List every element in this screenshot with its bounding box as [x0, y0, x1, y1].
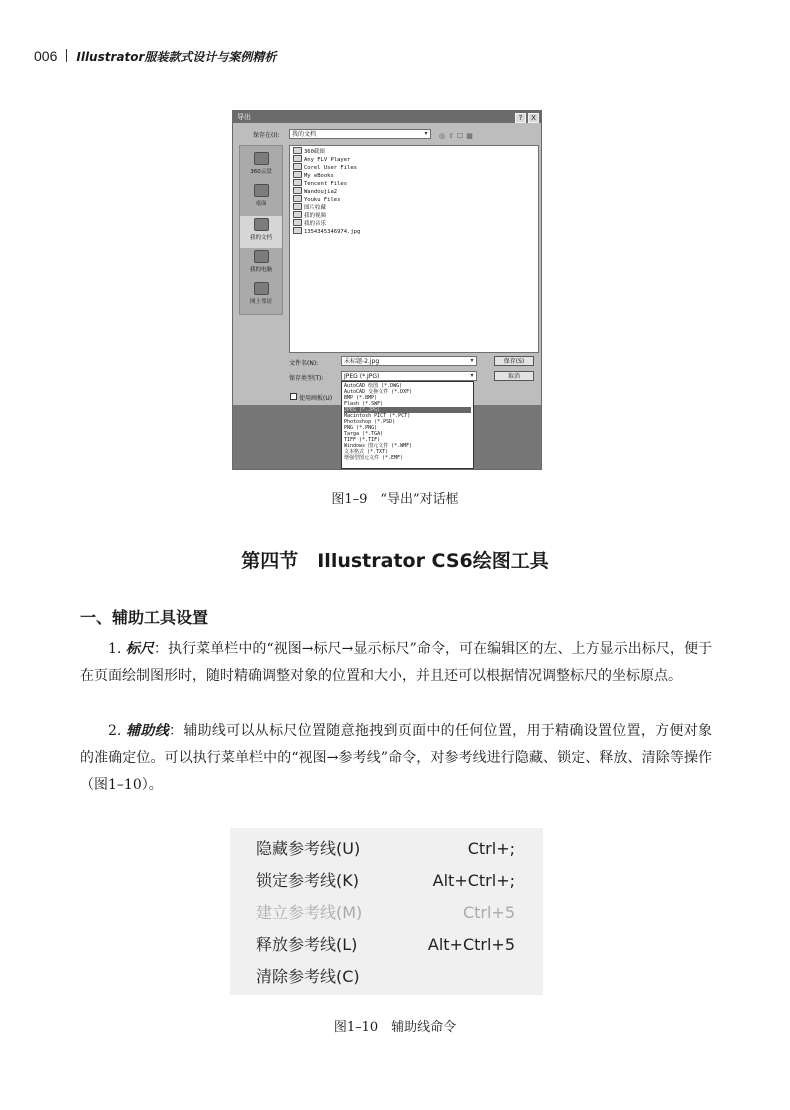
export-dialog: [232, 110, 542, 470]
chevron-down-icon: ▾: [424, 130, 428, 137]
format-option[interactable]: AutoCAD 交换文件 (*.DXF): [344, 389, 413, 395]
shortcut: Alt+Ctrl+;: [432, 871, 515, 890]
figure-caption-1-9: 图1–9 “导出”对话框: [331, 492, 459, 507]
page-number: 006: [34, 48, 58, 64]
format-option-selected[interactable]: JPEG (*.JPG): [344, 407, 471, 413]
save-in-label: 保存在(I):: [253, 132, 280, 139]
folder-icon: [293, 171, 302, 178]
file-item[interactable]: My eBooks: [293, 171, 334, 180]
save-button[interactable]: 保存(S): [494, 356, 534, 366]
filetype-select[interactable]: [341, 371, 477, 381]
file-item[interactable]: Youku Files: [293, 195, 340, 204]
dialog-title: 导出: [237, 113, 251, 121]
file-item[interactable]: 1354345346974.jpg: [293, 227, 360, 236]
filetype-value: JPEG (*.JPG): [344, 373, 380, 380]
folder-icon: [293, 163, 302, 170]
menu-item-release-guides[interactable]: 释放参考线(L) Alt+Ctrl+5: [256, 932, 521, 958]
menu-item-make-guides: 建立参考线(M) Ctrl+5: [256, 900, 521, 926]
format-option[interactable]: PNG (*.PNG): [344, 425, 378, 431]
format-dropdown-list: [341, 381, 474, 469]
folder-icon: [293, 147, 302, 154]
guides-menu: [230, 828, 543, 995]
close-button[interactable]: X: [528, 113, 539, 123]
paragraph-guides: [80, 718, 712, 799]
image-file-icon: [293, 227, 302, 234]
chevron-down-icon: ▾: [470, 372, 474, 379]
desktop-icon: [254, 184, 269, 197]
format-option[interactable]: 增强型图元文件 (*.EMF): [344, 455, 404, 461]
place-network[interactable]: 网上邻居: [240, 282, 282, 305]
cancel-button[interactable]: 取消: [494, 371, 534, 381]
cloud-drive-icon: [254, 152, 269, 165]
help-button[interactable]: ?: [515, 113, 526, 123]
paragraph-text: ：执行菜单栏中的“视图→标尺→显示标尺”命令，可在编辑区的左、上方显示出标尺，便于在页面绘制图形时，随时精确调整对象的位置和大小，并且还可以根据情况调整标尺的坐标原点。: [80, 641, 713, 684]
file-item[interactable]: Tencent Files: [293, 179, 347, 188]
item-number: 2.: [108, 723, 127, 739]
format-option[interactable]: Macintosh PICT (*.PCT): [344, 413, 411, 419]
folder-icon: [293, 187, 302, 194]
format-option[interactable]: 文本格式 (*.TXT): [344, 449, 389, 455]
header-divider: [66, 49, 67, 62]
format-option[interactable]: Targa (*.TGA): [344, 431, 384, 437]
dialog-title-bar: [233, 111, 541, 123]
running-header: [34, 48, 276, 65]
format-option[interactable]: BMP (*.BMP): [344, 395, 378, 401]
term-guides: 辅助线: [126, 723, 170, 739]
file-item[interactable]: Wandoujia2: [293, 187, 337, 196]
folder-icon: [293, 195, 302, 202]
format-option[interactable]: AutoCAD 绘图 (*.DWG): [344, 383, 403, 389]
place-desktop[interactable]: 桌面: [240, 184, 282, 207]
file-item[interactable]: 我的音乐: [293, 219, 326, 228]
subsection-title: 一、辅助工具设置: [80, 608, 209, 627]
save-in-select[interactable]: [289, 129, 431, 139]
place-my-computer[interactable]: 我的电脑: [240, 250, 282, 273]
place-360-cloud[interactable]: 360云盘: [240, 152, 282, 175]
menu-item-hide-guides[interactable]: 隐藏参考线(U) Ctrl+;: [256, 836, 521, 862]
file-item[interactable]: Any FLV Player: [293, 155, 350, 164]
toolbar-icons[interactable]: ◎⇧☐▦: [439, 132, 476, 140]
shortcut: Ctrl+;: [467, 839, 515, 858]
format-option[interactable]: TIFF (*.TIF): [344, 437, 381, 443]
format-option[interactable]: Flash (*.SWF): [344, 401, 384, 407]
computer-icon: [254, 250, 269, 263]
filename-label: 文件名(N):: [289, 360, 319, 367]
use-artboards-label: 使用画板(U): [299, 395, 333, 402]
paragraph-ruler: [80, 636, 712, 690]
chevron-down-icon: ▾: [470, 357, 474, 364]
figure-caption-1-10: 图1–10 辅助线命令: [333, 1020, 457, 1035]
book-title: Illustrator服装款式设计与案例精析: [76, 50, 277, 64]
filetype-label: 保存类型(T):: [289, 375, 324, 382]
network-icon: [254, 282, 269, 295]
paragraph-text: ：辅助线可以从标尺位置随意拖拽到页面中的任何位置，用于精确设置位置，方便对象的准确定位。可以执行菜单栏中的“视图→参考线”命令，对参考线进行隐藏、锁定、释放、清除等操作（图1–10）。: [80, 723, 713, 793]
folder-icon: [293, 155, 302, 162]
file-item[interactable]: 图片收藏: [293, 203, 326, 212]
folder-icon: [293, 211, 302, 218]
file-item[interactable]: Corel User Files: [293, 163, 357, 172]
use-artboards-checkbox[interactable]: [290, 393, 297, 400]
filename-value: 未标题-2.jpg: [344, 358, 380, 365]
documents-icon: [254, 218, 269, 231]
shortcut: Alt+Ctrl+5: [427, 935, 515, 954]
item-number: 1.: [108, 641, 126, 657]
format-option[interactable]: Photoshop (*.PSD): [344, 419, 396, 425]
folder-icon: [293, 219, 302, 226]
shortcut: Ctrl+5: [462, 903, 515, 922]
format-option[interactable]: Windows 图元文件 (*.WMF): [344, 443, 413, 449]
file-item[interactable]: 我的视频: [293, 211, 326, 220]
places-bar: [239, 145, 283, 315]
menu-item-lock-guides[interactable]: 锁定参考线(K) Alt+Ctrl+;: [256, 868, 521, 894]
section-title: 第四节 Illustrator CS6绘图工具: [241, 550, 549, 572]
filename-input[interactable]: [341, 356, 477, 366]
file-item[interactable]: 360截图: [293, 147, 325, 156]
save-in-value: 我的文档: [292, 131, 317, 138]
folder-icon: [293, 179, 302, 186]
menu-item-clear-guides[interactable]: 清除参考线(C): [256, 967, 360, 986]
term-ruler: 标尺: [125, 641, 154, 657]
folder-icon: [293, 203, 302, 210]
file-list: [289, 145, 539, 353]
place-my-documents[interactable]: 我的文档: [240, 216, 282, 248]
